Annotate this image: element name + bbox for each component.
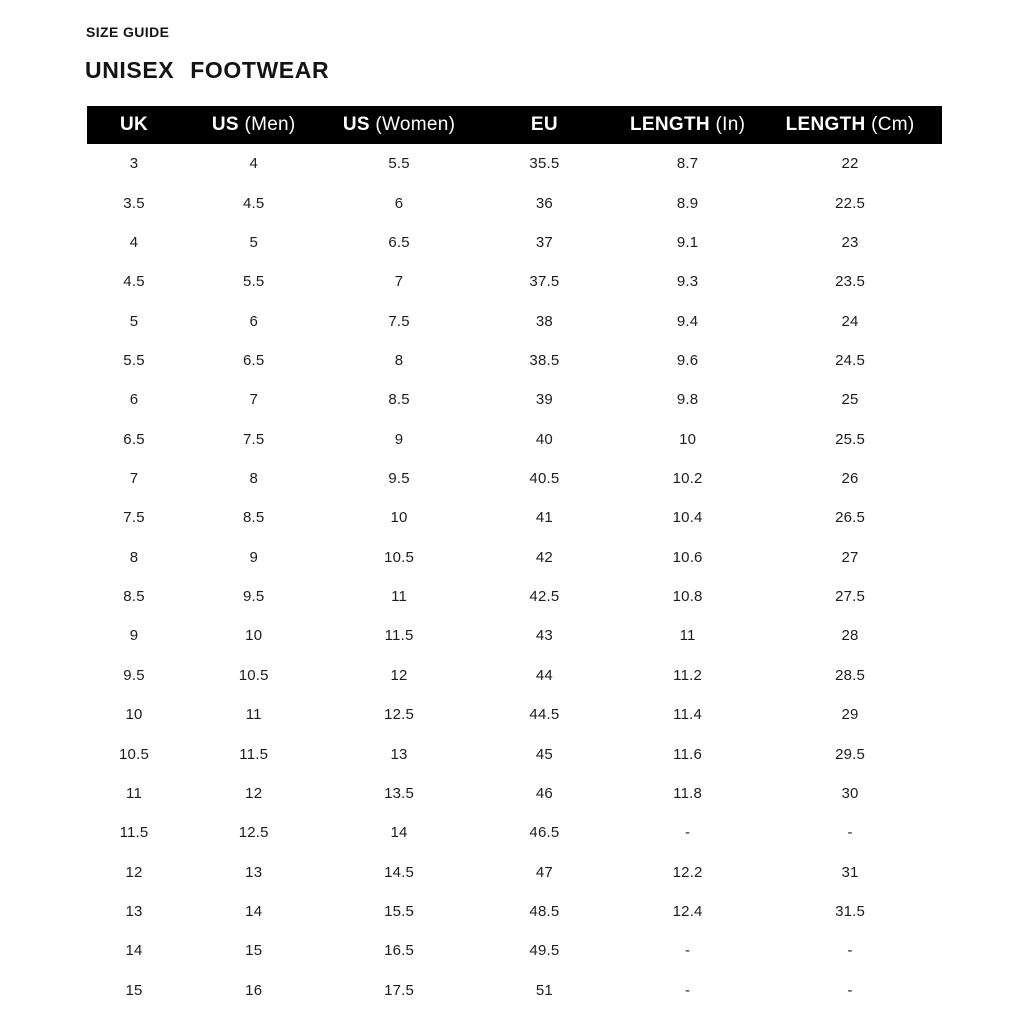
table-cell: 9 xyxy=(249,548,258,566)
table-cell: 11 xyxy=(679,627,696,645)
column-header-label: LENGTH xyxy=(785,114,866,135)
table-cell: 7.5 xyxy=(123,509,145,527)
table-row xyxy=(87,498,942,537)
table-cell: 11 xyxy=(126,784,143,802)
table-row xyxy=(87,852,942,891)
column-header-us-women xyxy=(326,106,471,144)
table-row xyxy=(87,223,942,262)
table-cell: 11 xyxy=(391,588,408,606)
table-cell: 49.5 xyxy=(529,942,560,960)
column-header-label: US xyxy=(211,114,239,135)
page-title: UNISEX FOOTWEAR xyxy=(85,57,330,83)
table-cell: 11 xyxy=(245,706,262,724)
table-cell: 12.2 xyxy=(672,863,703,881)
table-cell: 5.5 xyxy=(242,273,265,291)
table-cell: 8.5 xyxy=(242,509,265,527)
table-cell: - xyxy=(685,942,691,960)
table-cell: 9 xyxy=(129,627,139,645)
header-row xyxy=(87,106,942,144)
column-header-uk xyxy=(87,106,181,144)
table-cell: 9.1 xyxy=(676,233,699,251)
table-cell: 9.6 xyxy=(676,351,699,369)
table-cell: 43 xyxy=(535,627,553,645)
table-row xyxy=(87,971,942,1010)
table-cell: 13 xyxy=(390,745,408,763)
table-cell: 7.5 xyxy=(242,430,265,448)
table-cell: 23 xyxy=(841,233,859,251)
table-cell: 29.5 xyxy=(835,745,866,763)
column-header-sublabel: (Cm) xyxy=(865,114,915,135)
table-cell: 41 xyxy=(535,509,553,527)
table-cell: 27.5 xyxy=(835,588,866,606)
table-cell: 26.5 xyxy=(835,509,866,527)
table-cell: 13.5 xyxy=(384,784,415,802)
table-cell: 6.5 xyxy=(242,351,265,369)
table-cell: - xyxy=(685,981,691,999)
table-cell: 8.9 xyxy=(676,194,699,212)
table-cell: 11.2 xyxy=(673,666,703,684)
table-cell: 7 xyxy=(129,470,139,488)
table-cell: 8.5 xyxy=(388,391,410,409)
table-cell: 24 xyxy=(841,312,859,330)
table-cell: 10 xyxy=(245,627,263,645)
table-cell: 5.5 xyxy=(123,351,145,369)
table-cell: 4 xyxy=(249,155,258,173)
table-cell: 15 xyxy=(125,981,143,999)
table-row xyxy=(87,459,942,498)
table-cell: 44.5 xyxy=(529,706,560,724)
table-row xyxy=(87,656,942,695)
table-cell: 9.4 xyxy=(676,312,699,330)
table-cell: 22.5 xyxy=(835,194,866,212)
table-cell: 39 xyxy=(535,391,553,409)
table-cell: 4 xyxy=(129,233,139,251)
table-cell: 10.8 xyxy=(672,588,703,606)
table-cell: 10.2 xyxy=(672,470,703,488)
table-cell: 23.5 xyxy=(835,273,866,291)
table-cell: 27 xyxy=(841,548,859,566)
table-row xyxy=(87,301,942,340)
table-cell: 4.5 xyxy=(242,194,265,212)
table-row xyxy=(87,380,942,419)
table-cell: 17.5 xyxy=(384,981,415,999)
column-header-label: US xyxy=(342,114,370,135)
table-cell: 48.5 xyxy=(529,903,560,920)
table-cell: 40 xyxy=(535,430,553,448)
table-cell: 10.5 xyxy=(384,548,415,566)
column-header-sublabel: (Women) xyxy=(369,114,456,135)
table-cell: 9.5 xyxy=(388,470,410,488)
table-cell: 12 xyxy=(245,784,263,802)
table-cell: 38.5 xyxy=(529,351,560,369)
table-cell: 15.5 xyxy=(384,903,415,920)
table-cell: 31.5 xyxy=(835,903,866,920)
table-cell: 37.5 xyxy=(529,273,560,291)
table-cell: 12 xyxy=(390,666,408,684)
table-row xyxy=(87,538,942,577)
table-cell: 12.5 xyxy=(384,706,415,724)
size-table-header xyxy=(87,106,942,144)
table-cell: - xyxy=(847,981,853,999)
table-cell: 12 xyxy=(125,863,143,881)
table-cell: 37 xyxy=(535,233,553,251)
table-cell: 31 xyxy=(841,863,859,881)
table-cell: 14 xyxy=(125,942,143,960)
column-header-length-cm xyxy=(758,106,942,144)
table-cell: 10.4 xyxy=(672,509,703,527)
table-cell: 9.8 xyxy=(676,391,699,409)
table-cell: 24.5 xyxy=(835,351,866,369)
column-header-sublabel: (Men) xyxy=(238,114,296,135)
table-cell: 22 xyxy=(841,155,859,173)
table-cell: 26 xyxy=(841,470,859,488)
column-header-sublabel: (In) xyxy=(709,114,746,135)
table-row xyxy=(87,813,942,852)
table-cell: 25 xyxy=(841,391,859,409)
table-cell: 6.5 xyxy=(388,233,410,251)
table-cell: 46 xyxy=(535,784,553,802)
table-cell: 42 xyxy=(535,548,553,566)
table-cell: 9.5 xyxy=(242,588,265,606)
table-cell: 6.5 xyxy=(123,430,145,448)
table-cell: 35.5 xyxy=(529,155,560,173)
table-cell: 7 xyxy=(249,391,258,409)
table-cell: 3.5 xyxy=(123,194,145,212)
table-cell: 11.5 xyxy=(119,824,149,842)
size-table-body xyxy=(87,144,942,1010)
table-cell: 11.6 xyxy=(673,745,703,763)
size-table xyxy=(87,106,942,1010)
table-row xyxy=(87,144,942,183)
table-cell: 8 xyxy=(129,548,139,566)
column-header-us-men xyxy=(181,106,326,144)
table-cell: 47 xyxy=(535,863,553,881)
table-cell: 44 xyxy=(535,666,553,684)
table-cell: 8.7 xyxy=(676,155,699,173)
table-row xyxy=(87,695,942,734)
table-cell: 7.5 xyxy=(388,312,410,330)
table-cell: 10.6 xyxy=(672,548,703,566)
table-cell: - xyxy=(847,942,853,960)
table-cell: 30 xyxy=(841,784,859,802)
table-cell: 5 xyxy=(249,233,258,251)
table-row xyxy=(87,420,942,459)
column-header-length-in xyxy=(617,106,758,144)
table-row xyxy=(87,774,942,813)
table-cell: 5 xyxy=(129,312,139,330)
table-cell: 10 xyxy=(679,430,697,448)
table-cell: 16.5 xyxy=(384,942,415,960)
table-row xyxy=(87,341,942,380)
table-cell: 4.5 xyxy=(123,273,145,291)
table-cell: 5.5 xyxy=(388,155,410,173)
table-cell: - xyxy=(685,824,691,842)
table-cell: 6 xyxy=(249,312,258,330)
table-row xyxy=(87,931,942,970)
table-cell: 28.5 xyxy=(835,666,866,684)
table-cell: 40.5 xyxy=(529,470,560,488)
table-cell: 15 xyxy=(245,942,263,960)
table-row xyxy=(87,616,942,655)
table-cell: 10 xyxy=(125,706,143,724)
table-cell: 8 xyxy=(394,351,404,369)
table-cell: 12.4 xyxy=(672,903,703,920)
table-cell: 10 xyxy=(390,509,408,527)
column-header-label: EU xyxy=(530,114,558,135)
table-cell: 51 xyxy=(535,981,553,999)
table-cell: 12.5 xyxy=(238,824,269,842)
table-cell: 7 xyxy=(394,273,404,291)
table-row xyxy=(87,734,942,773)
table-cell: 9.5 xyxy=(123,666,145,684)
table-cell: 11.5 xyxy=(384,627,414,645)
table-cell: 45 xyxy=(535,745,553,763)
size-guide-label: SIZE GUIDE xyxy=(86,24,170,40)
table-cell: 25.5 xyxy=(835,430,866,448)
table-cell: 13 xyxy=(245,863,263,881)
column-header-label: UK xyxy=(120,114,149,135)
table-cell: 14.5 xyxy=(384,863,415,881)
table-cell: 36 xyxy=(535,194,553,212)
table-cell: 9.3 xyxy=(676,273,699,291)
table-cell: 9 xyxy=(394,430,404,448)
table-cell: 6 xyxy=(129,391,139,409)
table-cell: 8.5 xyxy=(123,588,145,606)
table-cell: 13 xyxy=(125,903,143,920)
column-header-label: LENGTH xyxy=(630,114,710,135)
table-cell: 46.5 xyxy=(529,824,560,842)
table-row xyxy=(87,262,942,301)
table-cell: 14 xyxy=(390,824,408,842)
table-cell: 6 xyxy=(394,194,404,212)
table-cell: 8 xyxy=(249,470,258,488)
column-header-eu xyxy=(472,106,617,144)
table-cell: 3 xyxy=(129,155,139,173)
table-cell: - xyxy=(847,824,853,842)
table-cell: 10.5 xyxy=(238,666,269,684)
table-row xyxy=(87,892,942,931)
table-cell: 28 xyxy=(841,627,859,645)
table-row xyxy=(87,577,942,616)
table-cell: 29 xyxy=(841,706,859,724)
table-cell: 14 xyxy=(245,903,263,920)
table-cell: 42.5 xyxy=(529,588,560,606)
table-cell: 38 xyxy=(535,312,553,330)
table-cell: 11.5 xyxy=(239,745,269,763)
table-cell: 11.8 xyxy=(673,784,703,802)
table-row xyxy=(87,183,942,222)
table-cell: 11.4 xyxy=(673,706,703,724)
table-cell: 10.5 xyxy=(119,745,150,763)
table-cell: 16 xyxy=(245,981,263,999)
